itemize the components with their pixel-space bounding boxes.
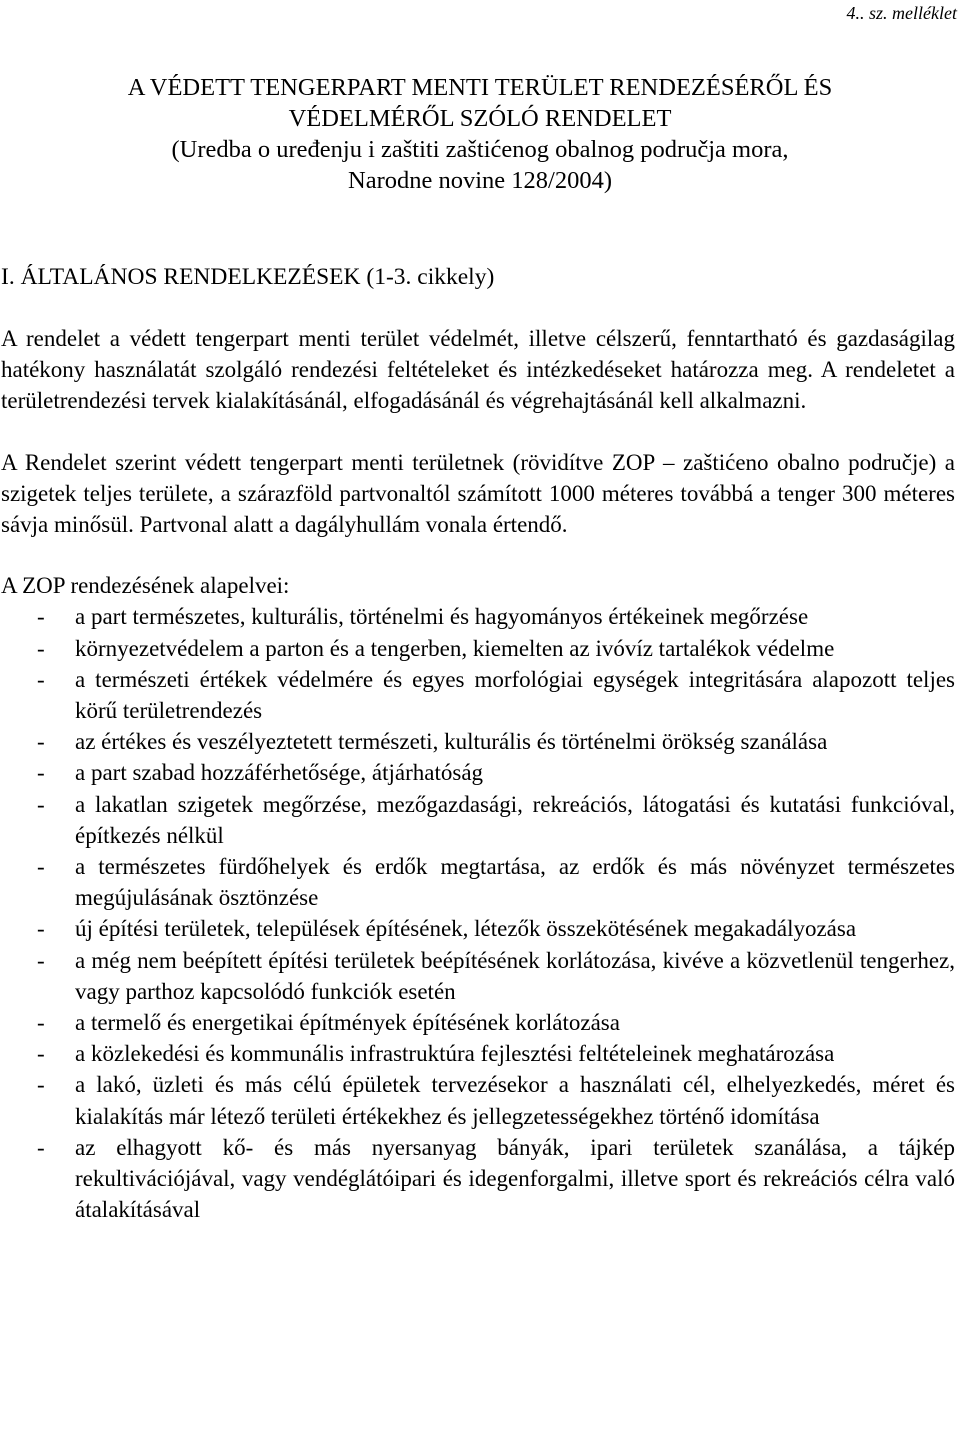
list-item-text: az értékes és veszélyeztetett természeti, kulturális és történelmi örökség szanálása (75, 729, 828, 755)
paragraph-scope: A rendelet a védett tengerpart menti terület védelmét, illetve célszerű, fenntartható és gazdaságilag hatékony használatát szolgáló rendezési feltételeket és intézkedéseket határozza meg. A rendeletet a területrendezési tervek kialakításánál, elfogadásánál és végrehajtásánál kell alkalmazni. (1, 326, 955, 414)
principles-intro: A ZOP rendezésének alapelvei: (1, 573, 290, 599)
list-bullet-dash: - (37, 760, 45, 786)
list-item-text: új építési területek, települések építésének, létezők összekötésének megakadályozása (75, 916, 857, 942)
list-item-text: a közlekedési és kommunális infrastruktúra fejlesztési feltételeinek meghatározása (75, 1041, 835, 1067)
list-bullet-dash: - (37, 604, 45, 630)
section-heading: I. ÁLTALÁNOS RENDELKEZÉSEK (1-3. cikkely) (1, 264, 495, 290)
list-item (1, 945, 955, 1007)
list-item-text: környezetvédelem a parton és a tengerben, kiemelten az ivóvíz tartalékok védelme (75, 635, 835, 661)
title-line-4: Narodne novine 128/2004) (348, 167, 612, 194)
list-item-text: a lakatlan szigetek megőrzése, mezőgazdasági, rekreációs, látogatási és kutatási funkcióval, építkezés nélkül (75, 791, 955, 848)
list-bullet-dash: - (37, 947, 45, 973)
list-bullet-dash: - (37, 1010, 45, 1036)
list-item-text: a természetes fürdőhelyek és erdők megtartása, az erdők és más növényzet természetes megújulásának ösztönzése (75, 854, 955, 911)
list-item (1, 913, 955, 944)
annex-label: 4.. sz. melléklet (846, 3, 957, 23)
document-title (0, 72, 960, 196)
list-item (1, 789, 955, 851)
list-item-text: a még nem beépített építési területek beépítésének korlátozása, kivéve a közvetlenül tengerhez, vagy parthoz kapcsolódó funkciók esetén (75, 947, 955, 1004)
list-bullet-dash: - (37, 1072, 45, 1098)
list-bullet-dash: - (37, 854, 45, 880)
list-item-text: a part természetes, kulturális, történelmi és hagyományos értékeinek megőrzése (75, 604, 809, 630)
list-bullet-dash: - (37, 916, 45, 942)
list-item-text: a természeti értékek védelmére és egyes morfológiai egységek integritására alapozott teljes körű területrendezés (75, 666, 955, 724)
list-item (1, 664, 955, 726)
list-item-text: a part szabad hozzáférhetősége, átjárhatóság (75, 760, 484, 786)
title-line-3: (Uredba o uređenju i zaštiti zaštićenog obalnog područja mora, (171, 136, 789, 163)
list-bullet-dash: - (37, 791, 45, 817)
list-item (1, 757, 955, 788)
document-body (1, 323, 955, 1225)
principles-list (1, 601, 955, 1225)
list-item (1, 601, 955, 632)
list-bullet-dash: - (37, 1134, 45, 1160)
list-item (1, 633, 955, 664)
list-item (1, 1069, 955, 1131)
title-line-2: VÉDELMÉRŐL SZÓLÓ RENDELET (288, 105, 672, 132)
paragraph-definition: A Rendelet szerint védett tengerpart menti területnek (rövidítve ZOP – zaštićeno obalno područje) a szigetek teljes területe, a szárazföld partvonaltól számított 1000 méteres továbbá a tenger 300 méteres sávja minősül. Partvonal alatt a dagályhullám vonala értendő. (1, 449, 955, 538)
list-bullet-dash: - (37, 635, 45, 661)
list-item (1, 726, 955, 757)
list-item (1, 1007, 955, 1038)
list-item-text: a termelő és energetikai építmények építésének korlátozása (75, 1010, 620, 1036)
list-bullet-dash: - (37, 729, 45, 755)
list-item (1, 1132, 955, 1226)
title-line-1: A VÉDETT TENGERPART MENTI TERÜLET RENDEZÉSÉRŐL ÉS (127, 74, 833, 101)
list-item-text: a lakó, üzleti és más célú épületek tervezésekor a használati cél, elhelyezkedés, méret és kialakítás már létező területi értékekhez és jellegzetességekhez történő idomítása (75, 1072, 955, 1129)
list-item (1, 1038, 955, 1069)
list-bullet-dash: - (37, 1041, 45, 1067)
list-item (1, 851, 955, 913)
list-bullet-dash: - (37, 666, 45, 692)
list-item-text: az elhagyott kő- és más nyersanyag bányák, ipari területek szanálása, a tájkép rekultivációjával, vagy vendéglátóipari és idegenforgalmi, illetve sport és rekreációs célra való átalakításával (75, 1134, 955, 1223)
